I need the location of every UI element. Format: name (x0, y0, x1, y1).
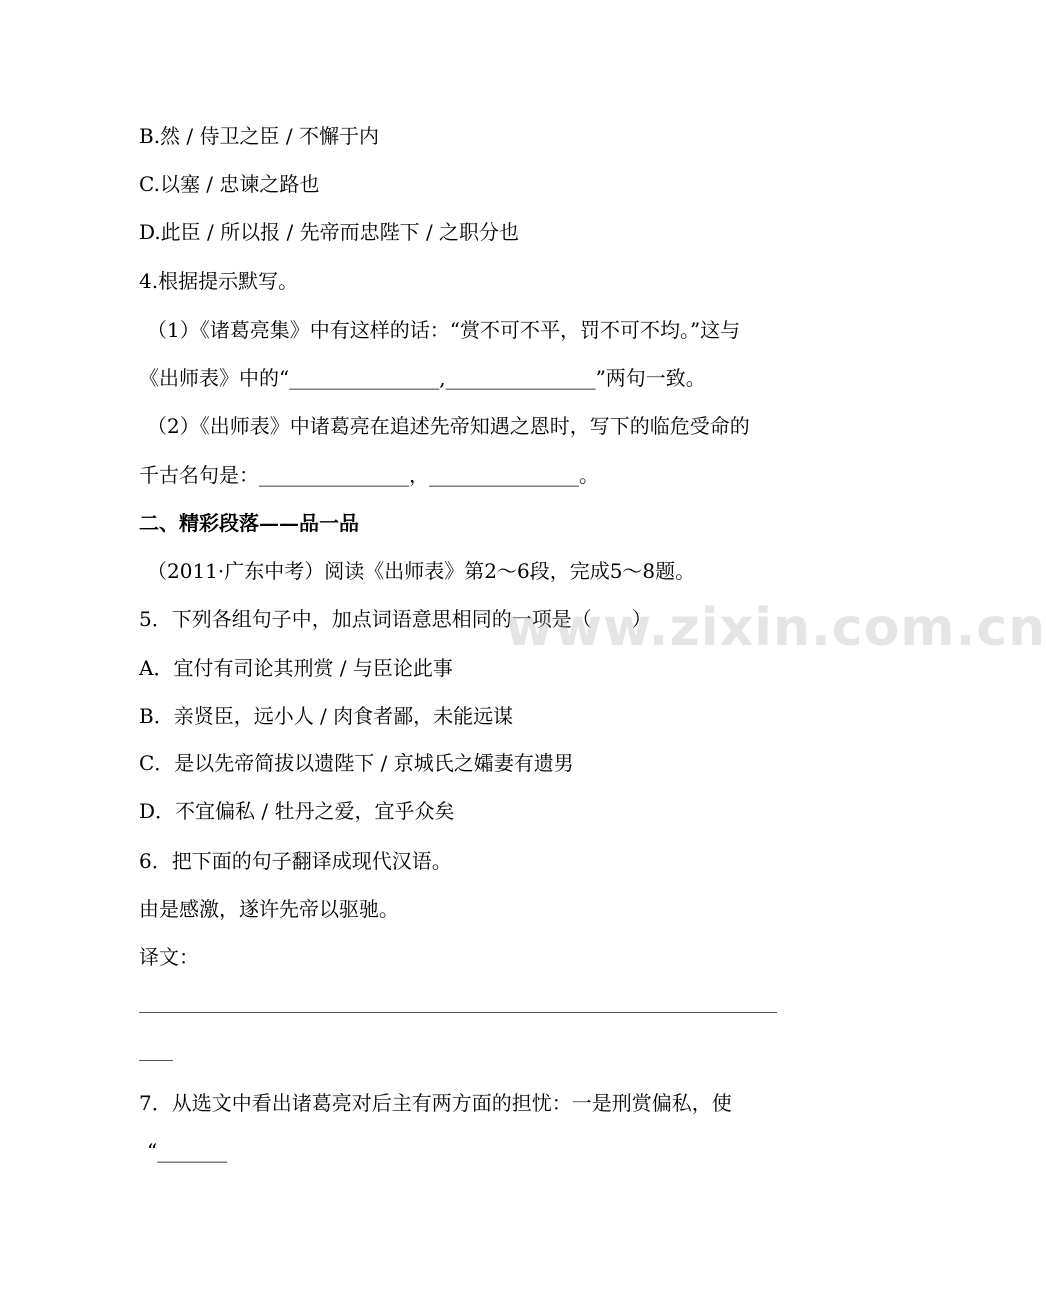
q5-option-a: A．宜付有司论其刑赏 / 与臣论此事 (139, 656, 453, 680)
q5-option-c: C．是以先帝简拔以遗陛下 / 京城氏之孀妻有遗男 (139, 751, 574, 775)
answer-line (139, 1012, 777, 1013)
question-7: 7．从选文中看出诸葛亮对后主有两方面的担忧：一是刑赏偏私，使 (139, 1091, 732, 1115)
translation-label: 译文： (139, 945, 199, 969)
question-5: 5．下列各组句子中，加点词语意思相同的一项是（ ） (139, 607, 652, 631)
question-6: 6．把下面的句子翻译成现代汉语。 (139, 849, 452, 873)
question-4: 4.根据提示默写。 (139, 269, 299, 293)
question-7-blank: “_______ (147, 1139, 228, 1163)
question-4-part-2: （2）《出师表》中诸葛亮在追述先帝知遇之恩时，写下的临危受命的 (147, 414, 750, 438)
q5-option-d: D．不宜偏私 / 牡丹之爱，宜乎众矣 (139, 799, 455, 823)
reading-instruction: （2011·广东中考）阅读《出师表》第2～6段，完成5～8题。 (147, 559, 696, 583)
answer-line-continuation (139, 1060, 173, 1061)
option-c-line: C.以塞 / 忠谏之路也 (139, 172, 320, 196)
option-d-line: D.此臣 / 所以报 / 先帝而忠陛下 / 之职分也 (139, 220, 520, 244)
section-heading: 二、精彩段落——品一品 (139, 511, 359, 535)
question-4-part-1: （1）《诸葛亮集》中有这样的话：“赏不可不平，罚不可不均。”这与 (147, 318, 741, 342)
question-4-part-2-blanks: 千古名句是：_______________，_______________。 (139, 463, 599, 487)
question-4-part-1-blanks: 《出师表》中的“_______________,_______________”两句一致。 (139, 366, 706, 390)
translation-source: 由是感激，遂许先帝以驱驰。 (139, 897, 399, 921)
option-b-line: B.然 / 侍卫之臣 / 不懈于内 (139, 124, 379, 148)
watermark-logo: www.zixin.com.cn (505, 598, 1046, 658)
q5-option-b: B．亲贤臣，远小人 / 肉食者鄙，未能远谋 (139, 704, 514, 728)
